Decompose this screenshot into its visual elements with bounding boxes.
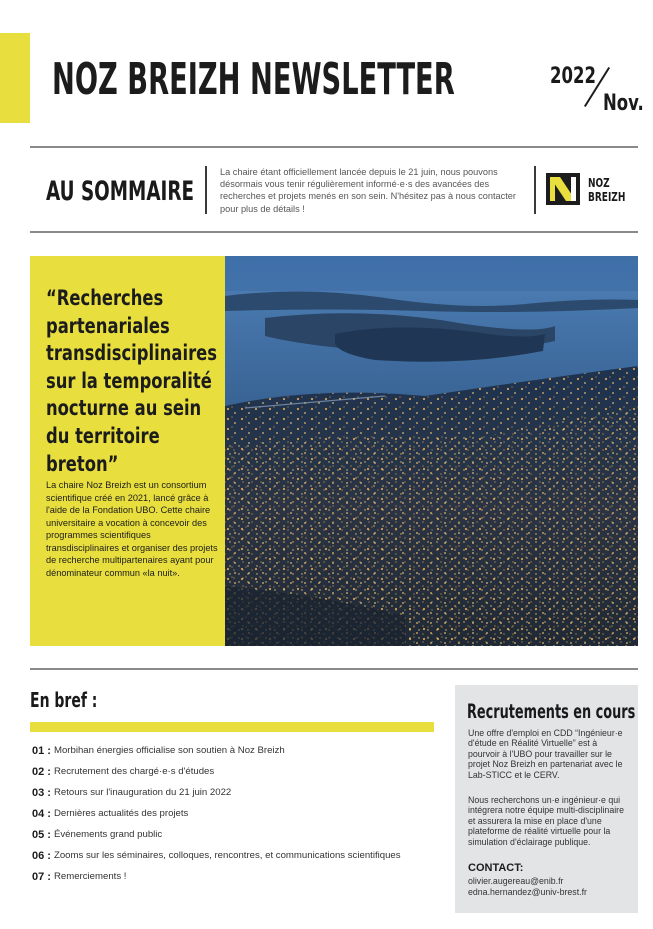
recruitment-profile: Nous recherchons un·e ingénieur·e qui intégrera notre équipe multi-disciplinaire et assurera la mise en place d'une plateforme de réalité virtuelle pour la simulation d'éclairage publique. bbox=[468, 795, 624, 847]
divider-top bbox=[30, 146, 638, 148]
recruitment-offer: Une offre d'emploi en CDD “Ingénieur·e d'étude en Réalité Virtuelle” est à pourvoir à l'UBO pour travailler sur le projet Noz Breizh en partenariat avec le Lab-STICC et le CERV. bbox=[468, 728, 623, 780]
recruitment-heading: Recrutements en cours bbox=[467, 700, 636, 723]
logo-line-2: BREIZH bbox=[588, 189, 626, 204]
list-item bbox=[32, 782, 401, 803]
item-number: 04 : bbox=[32, 807, 51, 820]
item-text: Remerciements ! bbox=[53, 871, 127, 882]
city-night-photo bbox=[225, 256, 638, 646]
issue-month: Nov. bbox=[603, 91, 644, 116]
en-bref-list bbox=[32, 740, 401, 887]
logo-separator bbox=[534, 166, 536, 214]
item-text: Zooms sur les séminaires, colloques, rencontres, et communications scientifiques bbox=[53, 850, 401, 861]
sommaire-intro: La chaire étant officiellement lancée depuis le 21 juin, nous pouvons désormais vous tenir régulièrement informé·e·s des avancées des recherches et projets menés en son sein. N'hésitez pas à nous contacter pour plus de détails ! bbox=[220, 167, 516, 214]
list-item bbox=[32, 740, 401, 761]
contact-email-1[interactable]: olivier.augereau@enib.fr bbox=[468, 876, 564, 886]
item-text: Recrutement des chargé·e·s d'études bbox=[53, 766, 215, 777]
list-item bbox=[32, 845, 401, 866]
logo-wordmark bbox=[588, 176, 625, 204]
newsletter-title: NOZ BREIZH NEWSLETTER bbox=[52, 54, 455, 105]
divider-bottom bbox=[30, 668, 638, 670]
list-item bbox=[32, 866, 401, 887]
sommaire-heading: AU SOMMAIRE bbox=[46, 176, 195, 207]
item-number: 06 : bbox=[32, 849, 51, 862]
sommaire-separator bbox=[205, 166, 207, 214]
item-number: 07 : bbox=[32, 870, 51, 883]
feature-description: La chaire Noz Breizh est un consortium scientifique créé en 2021, lancé grâce à l'aide de la Fondation UBO. Cette chaire universitaire a vocation à concevoir des programmes scientifiques transdisciplinaires et organiser des projets de recherche multipartenaires ayant pour dénominateur commun «la nuit». bbox=[46, 480, 218, 578]
noz-breizh-logo bbox=[546, 173, 580, 205]
item-text: Morbihan énergies officialise son soutien à Noz Breizh bbox=[53, 745, 285, 756]
contact-label: CONTACT: bbox=[468, 862, 524, 874]
list-item bbox=[32, 803, 401, 824]
issue-year: 2022 bbox=[550, 64, 596, 89]
item-number: 03 : bbox=[32, 786, 51, 799]
list-item bbox=[32, 824, 401, 845]
item-number: 02 : bbox=[32, 765, 51, 778]
feature-quote: “Recherches partenariales transdisciplinaires sur la temporalité nocturne au sein du territoire breton” bbox=[46, 286, 218, 476]
list-item bbox=[32, 761, 401, 782]
logo-line-1: NOZ bbox=[588, 175, 610, 190]
en-bref-accent-bar bbox=[30, 722, 434, 732]
divider-sommaire bbox=[30, 231, 638, 233]
header-accent-bar bbox=[0, 33, 30, 123]
item-text: Événements grand public bbox=[53, 829, 163, 840]
item-number: 01 : bbox=[32, 744, 51, 757]
en-bref-heading: En bref : bbox=[30, 688, 98, 712]
item-number: 05 : bbox=[32, 828, 51, 841]
item-text: Dernières actualités des projets bbox=[53, 808, 189, 819]
contact-email-2[interactable]: edna.hernandez@univ-brest.fr bbox=[468, 887, 587, 897]
item-text: Retours sur l'inauguration du 21 juin 2022 bbox=[53, 787, 232, 798]
